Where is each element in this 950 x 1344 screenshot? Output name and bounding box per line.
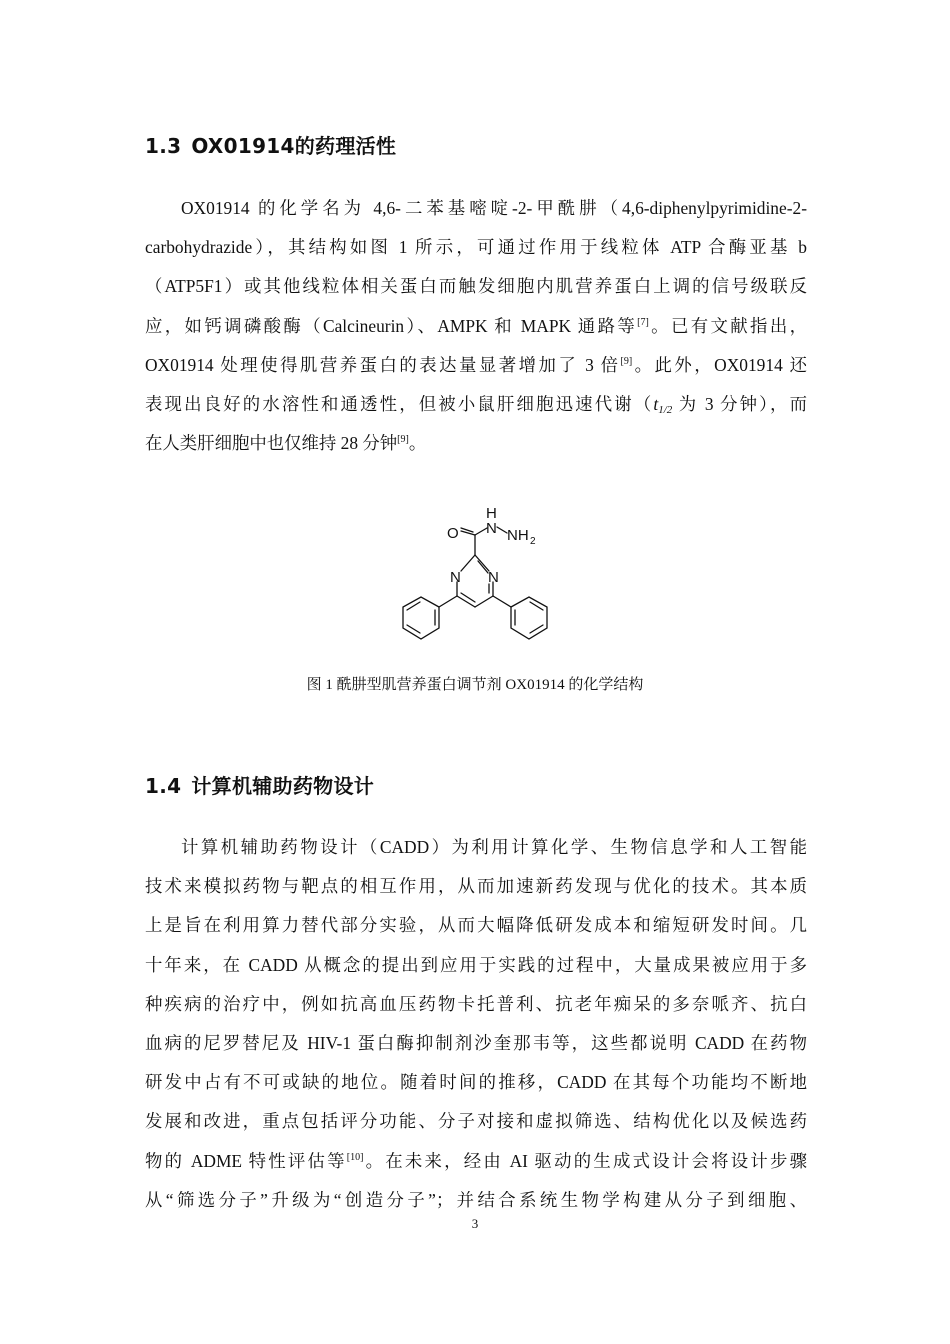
citation: [9] (397, 434, 409, 446)
text-line: 计算机辅助药物设计（CADD）为利用计算化学、生物信息学和人工智能 (181, 837, 807, 857)
text-line: carbohydrazide），其结构如图 1 所示，可通过作用于线粒体 ATP 合酶亚基 b (145, 237, 807, 258)
citation: [9] (620, 355, 633, 367)
text-line: 在人类肝细胞中也仅维持 28 分钟[9]。 (145, 433, 427, 454)
section-number: 1.4 (145, 774, 182, 798)
atom-label-nitrogen-hydrazide: N (486, 520, 497, 537)
text-line: 血病的尼罗替尼及 HIV-1 蛋白酶抑制剂沙奎那韦等，这些都说明 CADD 在药物 (145, 1032, 807, 1053)
text-line: 发展和改进，重点包括评分功能、分子对接和虚拟筛选、结构优化以及候选药 (145, 1111, 807, 1132)
citation: [7] (637, 316, 649, 328)
atom-label-nh2: NH (507, 527, 529, 544)
text-line: OX01914 处理使得肌营养蛋白的表达量显著增加了 3 倍[9]。此外，OX01914 还 (145, 354, 807, 375)
text-line: 上是旨在利用算力替代部分实验，从而大幅降低研发成本和缩短研发时间。几 (145, 915, 807, 936)
figure-caption: 图 1 酰肼型肌营养蛋白调节剂 OX01914 的化学结构 (306, 677, 644, 693)
text-line: OX01914 的化学名为 4,6-二苯基嘧啶-2-甲酰肼（4,6-diphenylpyrimidine-2- (181, 198, 807, 218)
molecule-diagram (385, 500, 565, 660)
text-line: 十年来，在 CADD 从概念的提出到应用于实践的过程中，大量成果被应用于多 (145, 954, 807, 975)
text-line: 物的 ADME 特性评估等[10]。在未来，经由 AI 驱动的生成式设计会将设计步骤 (145, 1150, 807, 1171)
citation: [10] (346, 1151, 364, 1163)
text-line: 从“筛选分子”升级为“创造分子”；并结合系统生物学构建从分子到细胞、 (145, 1189, 807, 1210)
text-line: 应，如钙调磷酸酶（Calcineurin）、AMPK 和 MAPK 通路等[7]。已有文献指出， (145, 315, 807, 336)
text-line: 技术来模拟药物与靶点的相互作用，从而加速新药发现与优化的技术。其本质 (145, 876, 807, 897)
page-number: 3 (471, 1216, 479, 1231)
section-title: 计算机辅助药物设计 (191, 774, 375, 798)
text-line: （ATP5F1）或其他线粒体相关蛋白而触发细胞内肌营养蛋白上调的信号级联反 (145, 276, 807, 297)
chemical-structure-figure (385, 500, 565, 660)
atom-label-oxygen: O (447, 525, 459, 542)
paragraph-ox01914 (145, 189, 807, 463)
atom-label-hydrogen: H (486, 505, 497, 522)
text-line: 研发中占有不可或缺的地位。随着时间的推移，CADD 在其每个功能均不断地 (145, 1072, 807, 1093)
atom-label-nitrogen-right: N (488, 569, 499, 586)
text-line: 表现出良好的水溶性和通透性，但被小鼠肝细胞迅速代谢（$t_{1/2}$ 为 3 分钟），而 (145, 393, 807, 416)
text-line: 种疾病的治疗中，例如抗高血压药物卡托普利、抗老年痴呆的多奈哌齐、抗白 (145, 993, 807, 1014)
atom-label-nitrogen-left: N (450, 569, 461, 586)
atom-label-nh2-subscript: 2 (530, 536, 536, 547)
paragraph-cadd (145, 828, 807, 1220)
section-heading-1-3 (145, 130, 396, 159)
section-heading-1-4 (145, 770, 374, 799)
section-number: 1.3 (145, 134, 182, 158)
section-title: OX01914的药理活性 (191, 134, 397, 158)
